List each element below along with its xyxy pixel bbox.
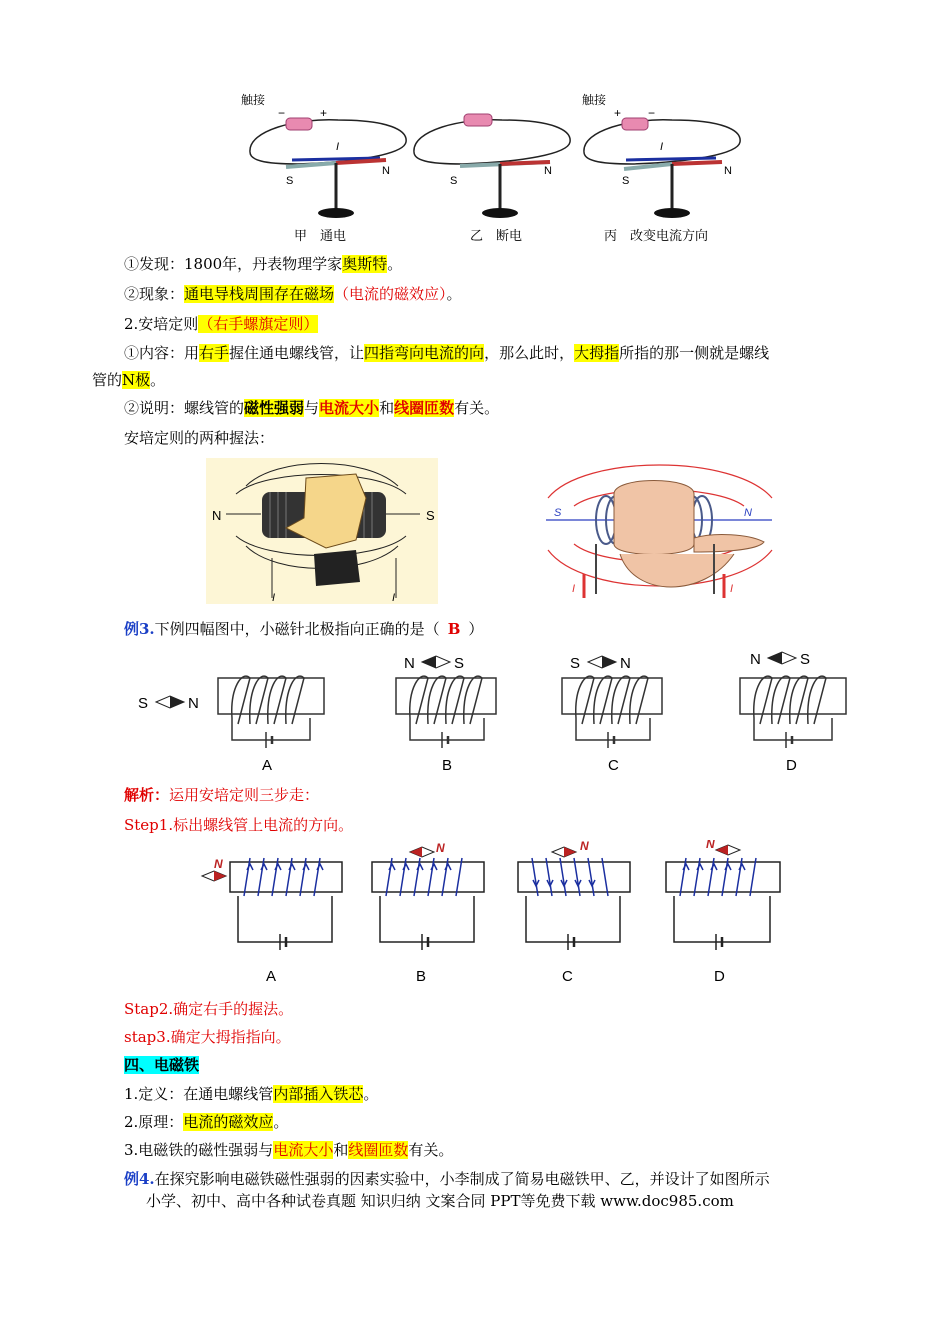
- text: 。: [387, 255, 403, 273]
- example-3-options-figure: [134, 648, 854, 776]
- highlight: 电流大小: [319, 399, 380, 417]
- example-label: 例3.: [124, 620, 155, 638]
- s-label: S: [450, 175, 458, 187]
- pole-label: S: [138, 695, 149, 712]
- text: 和: [333, 1141, 349, 1159]
- text: 。: [363, 1085, 379, 1103]
- highlight: 四指弯向电流的向: [364, 344, 485, 362]
- option-caption: A: [266, 968, 277, 985]
- pole-label: N: [750, 651, 761, 668]
- s-label: S: [622, 175, 630, 187]
- solenoid-d: [666, 840, 780, 985]
- highlight: 内部插入铁芯: [273, 1085, 364, 1103]
- text: 有关。: [408, 1141, 454, 1159]
- content-line-cont: [92, 370, 165, 390]
- pole-label: N: [188, 695, 199, 712]
- answer: B: [447, 620, 461, 638]
- example-label: 例4.: [124, 1170, 155, 1188]
- highlight: 磁性强弱: [244, 399, 305, 417]
- s-label: S: [286, 175, 294, 187]
- text: 下例四幅图中，小磁针北极指向正确的是（: [154, 620, 440, 638]
- text: 2.安培定则: [124, 315, 199, 333]
- option-c: [562, 655, 662, 774]
- n-label: N: [436, 841, 445, 855]
- highlight: 电流大小: [273, 1141, 334, 1159]
- option-caption: A: [262, 757, 273, 774]
- text: stap3.确定大拇指指向。: [124, 1028, 291, 1046]
- text: ①发现：1800年，丹表物理学家: [124, 255, 343, 273]
- n-label: N: [744, 507, 752, 519]
- option-b: [396, 655, 496, 774]
- strength-line: [124, 1140, 453, 1160]
- example-4-question: [124, 1169, 770, 1189]
- highlight: 线圈匝数: [348, 1141, 409, 1159]
- n-label: N: [706, 840, 715, 851]
- solenoid-b: [372, 841, 484, 985]
- option-caption: C: [562, 968, 573, 985]
- pole-label: S: [800, 651, 811, 668]
- option-caption: D: [786, 757, 797, 774]
- touch-label-left: 触接: [241, 93, 266, 107]
- current-label: I: [572, 583, 576, 595]
- option-caption: D: [714, 968, 725, 985]
- n-label: N: [212, 508, 222, 523]
- text: 有关。: [454, 399, 500, 417]
- caption-b: 乙 断电: [470, 228, 523, 243]
- text: 握住通电螺线管，让: [229, 344, 365, 362]
- text: 。: [446, 285, 462, 303]
- highlight: 大拇指: [574, 344, 620, 362]
- explanation-line: [124, 398, 499, 418]
- touch-label-right: 触接: [582, 93, 607, 107]
- s-label: S: [426, 508, 435, 523]
- content-line: [124, 343, 769, 363]
- text: 2.原理：: [124, 1113, 184, 1131]
- minus-sign: −: [648, 106, 656, 120]
- section-4-title: [124, 1055, 199, 1075]
- pole-label: N: [404, 655, 415, 672]
- s-label: S: [554, 507, 562, 519]
- option-d: [740, 651, 846, 774]
- highlight: 电流的磁效应: [183, 1113, 274, 1131]
- text: 所指的那一侧就是螺线: [619, 344, 770, 362]
- footer: [146, 1191, 734, 1211]
- option-caption: B: [442, 757, 453, 774]
- example-3-question: [124, 619, 483, 639]
- text: Stap2.确定右手的握法。: [124, 1000, 294, 1018]
- caption-c: 丙 改变电流方向: [604, 228, 709, 243]
- highlight: 通电导栈周围存在磁场: [184, 285, 335, 303]
- text: ②现象：: [124, 285, 185, 303]
- text: ，那么此时，: [484, 344, 575, 362]
- n-label: N: [724, 165, 732, 177]
- pole-label: S: [454, 655, 465, 672]
- highlight: N极: [122, 371, 151, 389]
- step-2: [124, 999, 293, 1019]
- analysis-line: [124, 785, 319, 805]
- text: 管的: [92, 371, 123, 389]
- current-label: I: [730, 583, 734, 595]
- current-label: I: [392, 592, 396, 604]
- discovery-line: [124, 254, 402, 274]
- ampere-rule-title: [124, 314, 318, 334]
- phenomenon-line: [124, 284, 462, 304]
- solenoid-a: [202, 857, 342, 985]
- panel-c: [582, 92, 740, 243]
- n-label: N: [214, 857, 223, 871]
- definition-line: [124, 1084, 378, 1104]
- principle-line: [124, 1112, 288, 1132]
- right-hand-grip-figure-2: [544, 458, 776, 608]
- n-label: N: [382, 165, 390, 177]
- option-a: [138, 676, 324, 774]
- highlight: （右手螺旗定则）: [198, 315, 319, 333]
- pole-label: S: [570, 655, 581, 672]
- right-hand-grip-figure-1: [206, 458, 438, 604]
- text: 1.定义：在通电螺线管: [124, 1085, 274, 1103]
- text: 安培定则的两种握法：: [124, 429, 275, 447]
- two-grips-line: [124, 428, 274, 448]
- text: 与: [304, 399, 320, 417]
- text: 。: [150, 371, 166, 389]
- text: 和: [379, 399, 395, 417]
- red-text: （电流的磁效应）: [334, 285, 447, 303]
- minus-sign: −: [278, 106, 286, 120]
- oersted-figure: [238, 90, 748, 248]
- option-caption: C: [608, 757, 619, 774]
- highlight: 线圈匝数: [394, 399, 455, 417]
- current-label: I: [272, 592, 276, 604]
- text: ②说明：螺线管的: [124, 399, 245, 417]
- text: 在探究影响电磁铁磁性强弱的因素实验中，小李制成了简易电磁铁甲、乙，并设计了如图所示: [154, 1170, 770, 1188]
- text: ①内容：用: [124, 344, 200, 362]
- text: 3.电磁铁的磁性强弱与: [124, 1141, 274, 1159]
- text: 运用安培定则三步走：: [169, 786, 320, 804]
- option-caption: B: [416, 968, 427, 985]
- text: Step1.标出螺线管上电流的方向。: [124, 816, 354, 834]
- text: 。: [273, 1113, 289, 1131]
- panel-a: [241, 92, 406, 243]
- step-1: [124, 815, 353, 835]
- solenoid-c: [518, 840, 630, 985]
- current-direction-figure: [196, 840, 796, 988]
- pole-label: N: [620, 655, 631, 672]
- step-3: [124, 1027, 291, 1047]
- highlight: 奥斯特: [342, 255, 388, 273]
- current-label: I: [336, 141, 340, 153]
- text: ）: [468, 620, 484, 638]
- footer-text: 小学、初中、高中各种试卷真题 知识归纳 文案合同 PPT等免费下载 www.doc985.com: [146, 1192, 734, 1210]
- n-label: N: [580, 840, 589, 853]
- panel-b: [414, 114, 570, 243]
- plus-sign: +: [614, 106, 622, 120]
- n-label: N: [544, 165, 552, 177]
- highlight: 右手: [199, 344, 230, 362]
- current-label: I: [660, 141, 664, 153]
- plus-sign: +: [320, 106, 328, 120]
- caption-a: 甲 通电: [294, 228, 347, 243]
- analysis-label: 解析：: [124, 786, 170, 804]
- section-title: 四、电磁铁: [124, 1056, 200, 1074]
